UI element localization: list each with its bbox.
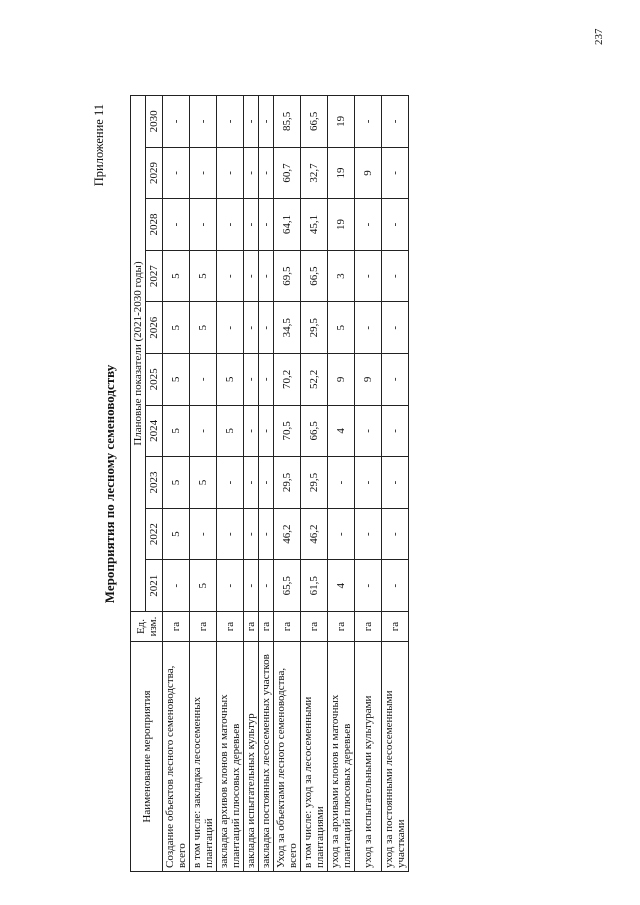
row-value: - [217,302,244,354]
row-value: 29,5 [274,457,301,509]
row-value: 5 [163,508,190,560]
row-value: - [217,199,244,251]
row-value: - [259,508,274,560]
header-year: 2029 [146,147,163,199]
row-value: - [259,199,274,251]
row-value: - [244,354,259,406]
row-value: - [259,96,274,148]
row-value: - [244,405,259,457]
row-value: 32,7 [301,147,328,199]
row-value: - [163,96,190,148]
table-row [217,96,244,872]
table-row [355,96,382,872]
header-year: 2025 [146,354,163,406]
header-year: 2030 [146,96,163,148]
row-value: - [163,199,190,251]
row-name: уход за архивами клонов и маточных плантаций плюсовых деревьев [328,642,355,872]
row-value: - [328,508,355,560]
row-value: 5 [190,560,217,612]
row-value: - [355,250,382,302]
row-value: 64,1 [274,199,301,251]
row-value: 65,5 [274,560,301,612]
row-value: - [382,96,409,148]
row-value: - [355,560,382,612]
row-value: 3 [328,250,355,302]
row-value: 4 [328,560,355,612]
row-unit: га [259,612,274,642]
row-name: уход за испытательными культурами [355,642,382,872]
row-value: 60,7 [274,147,301,199]
row-value: 70,5 [274,405,301,457]
row-value: - [244,457,259,509]
row-value: 9 [355,354,382,406]
row-value: - [190,508,217,560]
header-unit: Ед. изм. [131,612,163,642]
row-value: - [190,405,217,457]
row-value: - [382,199,409,251]
row-value: - [244,302,259,354]
row-value: - [259,457,274,509]
row-value: 5 [190,250,217,302]
row-value: 29,5 [301,302,328,354]
row-value: - [190,96,217,148]
row-value: 34,5 [274,302,301,354]
row-value: - [259,560,274,612]
header-year: 2027 [146,250,163,302]
row-value: - [244,508,259,560]
row-value: 46,2 [301,508,328,560]
row-value: 5 [328,302,355,354]
table-row [328,96,355,872]
row-value: - [190,199,217,251]
row-value: - [259,405,274,457]
table-row [259,96,274,872]
row-value: 5 [163,354,190,406]
rotated-page [92,96,512,872]
row-value: - [244,199,259,251]
row-name: уход за постоянными лесосеменными участками [382,642,409,872]
row-value: 9 [355,147,382,199]
row-unit: га [163,612,190,642]
row-value: 19 [328,199,355,251]
row-unit: га [244,612,259,642]
header-year: 2028 [146,199,163,251]
row-value: - [355,457,382,509]
header-year: 2021 [146,560,163,612]
row-value: - [382,405,409,457]
row-value: - [355,405,382,457]
row-value: - [217,508,244,560]
row-name: закладка архивов клонов и маточных плантаций плюсовых деревьев [217,642,244,872]
header-year: 2022 [146,508,163,560]
row-value: - [190,147,217,199]
row-unit: га [355,612,382,642]
row-value: 66,5 [301,405,328,457]
row-value: - [190,354,217,406]
table-row [163,96,190,872]
table-row [190,96,217,872]
header-year: 2026 [146,302,163,354]
row-value: - [355,508,382,560]
row-value: - [259,147,274,199]
row-value: 45,1 [301,199,328,251]
row-value: 5 [190,457,217,509]
row-value: - [259,354,274,406]
row-value: 70,2 [274,354,301,406]
row-value: - [382,250,409,302]
row-value: 5 [163,250,190,302]
row-value: 19 [328,147,355,199]
row-value: 61,5 [301,560,328,612]
row-value: 29,5 [301,457,328,509]
row-name: в том числе: закладка лесосеменных плантаций [190,642,217,872]
row-value: - [355,199,382,251]
row-value: 19 [328,96,355,148]
row-value: - [244,250,259,302]
row-value: - [217,457,244,509]
header-year: 2023 [146,457,163,509]
row-value: - [355,302,382,354]
row-value: - [382,302,409,354]
row-name: закладка постоянных лесосеменных участков [259,642,274,872]
table-row [382,96,409,872]
row-value: - [328,457,355,509]
table-body [163,96,409,872]
row-value: 85,5 [274,96,301,148]
row-value: 52,2 [301,354,328,406]
row-unit: га [217,612,244,642]
row-value: 5 [163,405,190,457]
row-unit: га [328,612,355,642]
row-value: 5 [190,302,217,354]
row-value: - [163,560,190,612]
row-unit: га [274,612,301,642]
row-name: закладка испытательных культур [244,642,259,872]
table-row [301,96,328,872]
row-value: - [217,250,244,302]
row-value: - [244,560,259,612]
row-value: 46,2 [274,508,301,560]
row-name: в том числе: уход за лесосеменными плантациями [301,642,328,872]
appendix-label: Приложение 11 [92,104,106,187]
row-unit: га [190,612,217,642]
row-value: - [382,354,409,406]
row-value: 5 [217,405,244,457]
row-value: 4 [328,405,355,457]
table-row [244,96,259,872]
row-value: - [244,96,259,148]
row-value: - [259,250,274,302]
row-value: 66,5 [301,250,328,302]
row-name: Создание объектов лесного семеноводства, всего [163,642,190,872]
row-value: - [382,457,409,509]
row-value: - [217,96,244,148]
header-year: 2024 [146,405,163,457]
row-value: 66,5 [301,96,328,148]
row-value: - [382,508,409,560]
header-plan: Плановые показатели (2021-2030 годы) [131,96,146,612]
table-row [274,96,301,872]
row-value: 69,5 [274,250,301,302]
row-value: - [259,302,274,354]
row-unit: га [382,612,409,642]
row-value: - [244,147,259,199]
row-value: 9 [328,354,355,406]
row-unit: га [301,612,328,642]
row-name: Уход за объектами лесного семеноводства, всего [274,642,301,872]
row-value: 5 [163,457,190,509]
row-value: - [355,96,382,148]
row-value: - [163,147,190,199]
row-value: - [382,560,409,612]
document-title: Мероприятия по лесному семеноводству [102,364,117,604]
header-name: Наименование мероприятия [131,642,163,872]
row-value: - [217,147,244,199]
seed-production-table [130,95,409,872]
row-value: 5 [217,354,244,406]
row-value: 5 [163,302,190,354]
row-value: - [382,147,409,199]
row-value: - [217,560,244,612]
page-number: 237 [593,28,605,45]
